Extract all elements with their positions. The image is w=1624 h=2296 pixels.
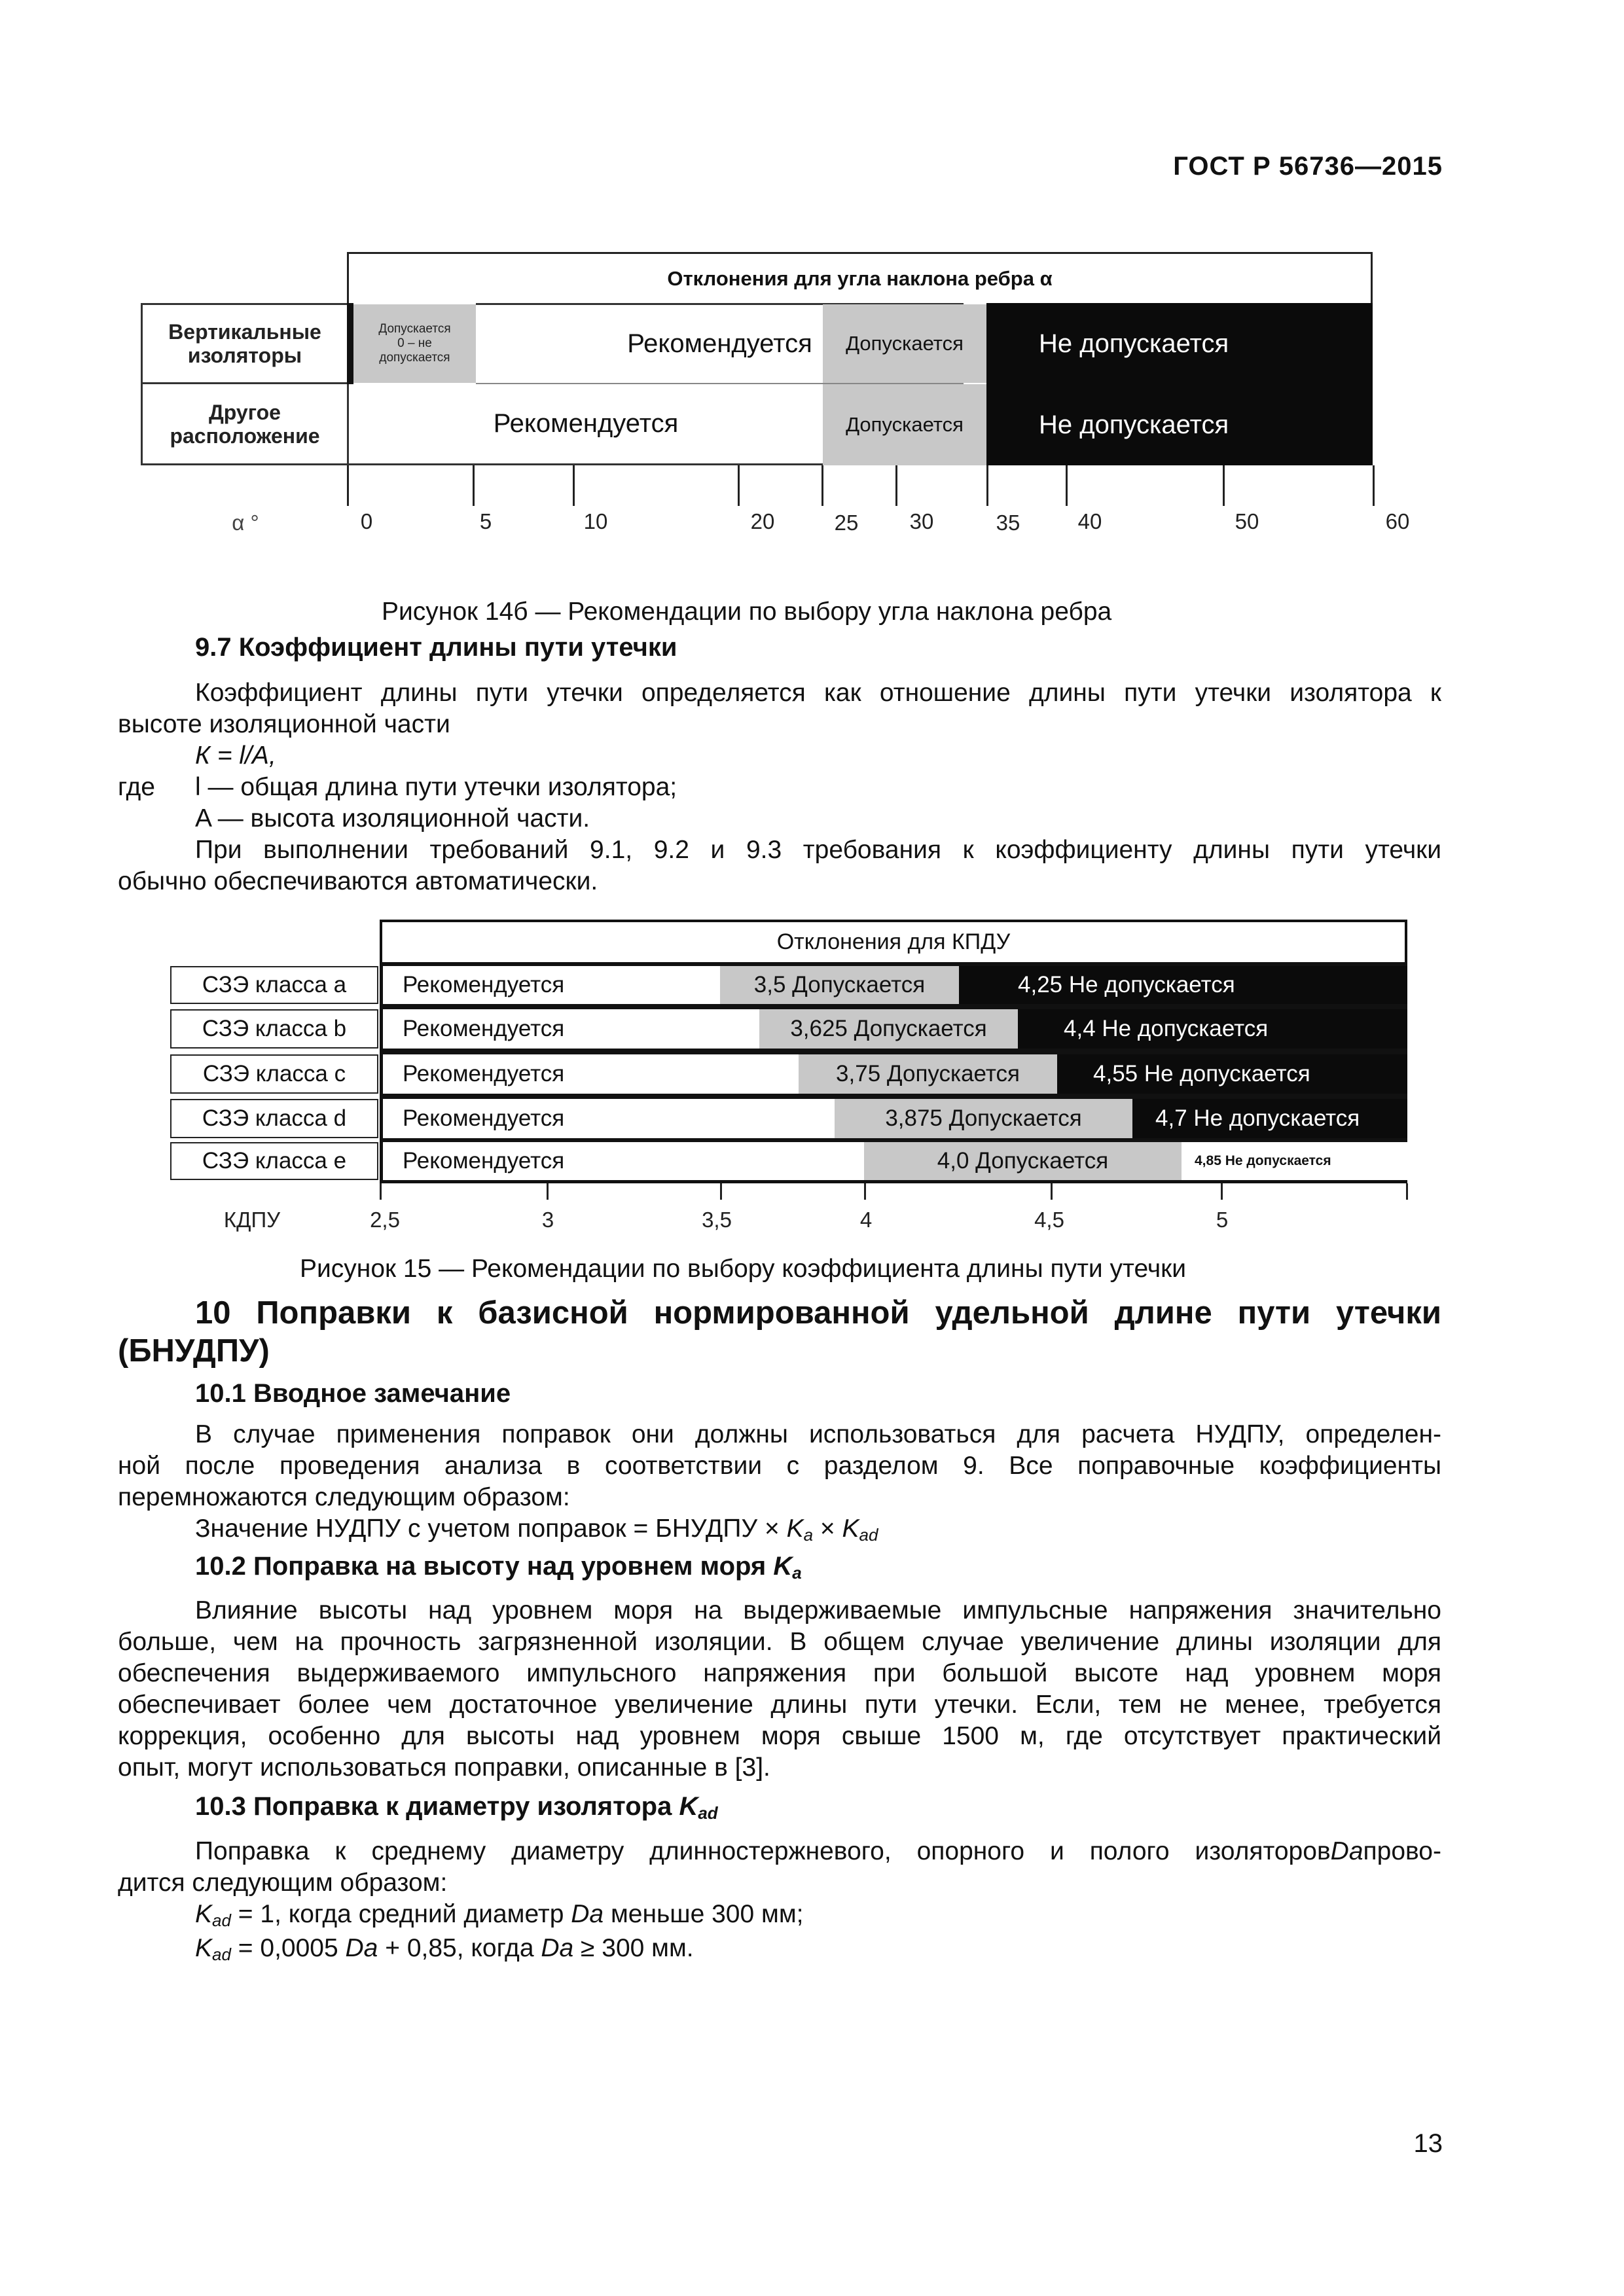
document-id: ГОСТ Р 56736—2015 <box>1173 152 1443 181</box>
tick-25 <box>821 465 823 506</box>
p97-2-line2: обычно обеспечиваются автоматически. <box>118 867 598 895</box>
formula-nudpu: Значение НУДПУ с учетом поправок = БНУДПУ × $K_a \times K_{ad}$ <box>195 1515 878 1545</box>
p10-2-line4: обеспечивает более чем достаточное увеличение длины пути утечки. Если, тем не менее, требуется <box>118 1691 1441 1719</box>
class-b-label: СЗЭ класса b <box>170 1009 378 1049</box>
class-c-not-allowed: 4,55 Не допускается <box>1057 1054 1407 1094</box>
p97-line1: Коэффициент длины пути утечки определяется как отношение длины пути утечки изолятора к <box>195 679 1441 707</box>
tick-30 <box>895 465 897 506</box>
tick-label: 3 <box>541 1208 554 1232</box>
class-c-recommended: Рекомендуется <box>383 1054 799 1094</box>
section-10-3-heading: 10.3 Поправка к диаметру изолятора $K_{ad}$ <box>195 1792 718 1823</box>
class-a-recommended: Рекомендуется <box>383 966 720 1004</box>
tick-label: 5 <box>1216 1208 1229 1232</box>
section-10-heading: 10 Поправки к базисной нормированной удельной длине пути утечки <box>195 1295 1441 1331</box>
tick-label: 5 <box>479 509 492 533</box>
tick-4 <box>864 1183 866 1200</box>
p97-2-line1: При выполнении требований 9.1, 9.2 и 9.3 требования к коэффициенту длины пути утечки <box>195 836 1441 864</box>
class-a-allowed: 3,5 Допускается <box>720 966 959 1004</box>
p10-2-line3: обеспечения выдерживаемого импульсного напряжения при большой высоте над уровнем моря <box>118 1659 1441 1687</box>
formula-k: К = l/A, <box>195 742 276 770</box>
figure-15-caption: Рисунок 15 — Рекомендации по выбору коэффициента длины пути утечки <box>300 1255 1187 1283</box>
row2-recommended: Рекомендуется <box>349 384 823 465</box>
tick-label: 4,5 <box>1034 1208 1064 1232</box>
fig14b-title: Отклонения для угла наклона ребра α <box>347 252 1373 303</box>
p10-1-line2: ной после проведения анализа в соответствии с разделом 9. Все поправочные коэффициенты <box>118 1452 1441 1480</box>
tick-5 <box>473 465 475 506</box>
p10-1-line3: перемножаются следующим образом: <box>118 1483 570 1511</box>
figure-14b-caption: Рисунок 14б — Рекомендации по выбору угла наклона ребра <box>382 598 1112 626</box>
p10-2-line5: коррекция, особенно для высоты над уровнем моря свыше 1500 м, где отсутствует практический <box>118 1722 1441 1750</box>
class-e-recommended: Рекомендуется <box>383 1142 864 1180</box>
tick-label: 10 <box>583 509 608 533</box>
row2-allowed: Допускается <box>823 384 986 465</box>
tick-3-5 <box>720 1183 722 1200</box>
tick-label: 30 <box>909 509 934 533</box>
class-b-not-allowed: 4,4 Не допускается <box>1018 1009 1407 1049</box>
tick-label: 35 <box>996 511 1020 535</box>
tick-label: 20 <box>750 509 775 533</box>
class-d-recommended: Рекомендуется <box>383 1099 835 1138</box>
p10-2-line2: больше, чем на прочность загрязненной изоляции. В общем случае увеличение длины изоляции для <box>118 1628 1441 1656</box>
fig15-title: Отклонения для КПДУ <box>380 920 1407 962</box>
row1-tiny-allowed: Допускается 0 – не допускается <box>353 304 476 383</box>
tick-20 <box>738 465 740 506</box>
section-9-7-heading: 9.7 Коэффициент длины пути утечки <box>195 633 677 662</box>
section-10-1-heading: 10.1 Вводное замечание <box>195 1379 511 1408</box>
figure-15 <box>167 913 1414 1244</box>
row-label-vertical: Вертикальные изоляторы <box>141 303 349 384</box>
class-e-not-allowed: 4,85 Не допускается <box>1182 1142 1407 1180</box>
class-b-allowed: 3,625 Допускается <box>759 1009 1018 1049</box>
tick-40 <box>1066 465 1068 506</box>
p10-3-line2: дится следующим образом: <box>118 1869 448 1897</box>
tick-label: 4 <box>859 1208 873 1232</box>
tick-label: 3,5 <box>702 1208 732 1232</box>
class-b-recommended: Рекомендуется <box>383 1009 759 1049</box>
alpha-axis-label: α ° <box>232 511 259 535</box>
class-d-not-allowed: 4,7 Не допускается <box>1132 1099 1407 1138</box>
class-a-not-allowed: 4,25 Не допускается <box>959 966 1407 1004</box>
tick-50 <box>1223 465 1225 506</box>
tick-4-5 <box>1051 1183 1053 1200</box>
tick-label: 25 <box>834 511 859 535</box>
tick-2-5 <box>380 1183 382 1200</box>
tick-label: 2,5 <box>370 1208 400 1232</box>
tick-3 <box>547 1183 549 1200</box>
tick-label: 0 <box>360 509 373 533</box>
tick-35 <box>986 465 988 506</box>
tick-10 <box>573 465 575 506</box>
class-d-label: СЗЭ класса d <box>170 1099 378 1138</box>
row1-left-edge <box>347 303 353 384</box>
p10-2-line6: опыт, могут использоваться поправки, описанные в [3]. <box>118 1753 770 1782</box>
class-e-label: СЗЭ класса e <box>170 1142 378 1180</box>
page-number: 13 <box>1413 2129 1443 2158</box>
p97-line2: высоте изоляционной части <box>118 710 450 738</box>
row1-recommended: Рекомендуется <box>476 303 964 384</box>
row-label-other: Другое расположение <box>141 384 349 465</box>
tick-5 <box>1221 1183 1223 1200</box>
class-d-allowed: 3,875 Допускается <box>835 1099 1132 1138</box>
tick-0 <box>347 465 349 506</box>
kad-rule-1: $K_{ad} = 1$, когда средний диаметр Da меньше 300 мм; <box>195 1900 804 1930</box>
row1-allowed: Допускается <box>823 304 986 383</box>
p10-3-line1: Поправка к среднему диаметру длинностержневого, опорного и полого изоляторов Da прово- <box>195 1837 1441 1865</box>
kad-rule-2: $K_{ad} = 0,0005$ Da + 0,85, когда Da ≥ 300 мм. <box>195 1934 694 1964</box>
class-e-allowed: 4,0 Допускается <box>864 1142 1182 1180</box>
row2-not-allowed: Не допускается <box>986 384 1373 465</box>
p10-1-line1: В случае применения поправок они должны использоваться для расчета НУДПУ, определен- <box>195 1420 1441 1448</box>
tick-end <box>1406 1183 1408 1200</box>
section-10-heading-cont: (БНУДПУ) <box>118 1333 270 1369</box>
tick-label: 40 <box>1077 509 1102 533</box>
where-label: где <box>118 773 155 801</box>
tick-60 <box>1373 465 1375 506</box>
row1-not-allowed: Не допускается <box>986 303 1373 384</box>
definition-l: l — общая длина пути утечки изолятора; <box>195 773 677 801</box>
class-c-allowed: 3,75 Допускается <box>799 1054 1057 1094</box>
kdpu-axis-label: КДПУ <box>223 1208 281 1232</box>
tick-label: 60 <box>1385 509 1410 533</box>
tick-label: 50 <box>1235 509 1259 533</box>
class-c-label: СЗЭ класса c <box>170 1054 378 1094</box>
definition-a: A — высота изоляционной части. <box>195 804 590 833</box>
figure-14b <box>137 249 1414 550</box>
p10-2-line1: Влияние высоты над уровнем моря на выдерживаемые импульсные напряжения значительно <box>195 1596 1441 1624</box>
class-a-label: СЗЭ класса a <box>170 966 378 1004</box>
section-10-2-heading: 10.2 Поправка на высоту над уровнем моря $K_a$ <box>195 1552 802 1583</box>
